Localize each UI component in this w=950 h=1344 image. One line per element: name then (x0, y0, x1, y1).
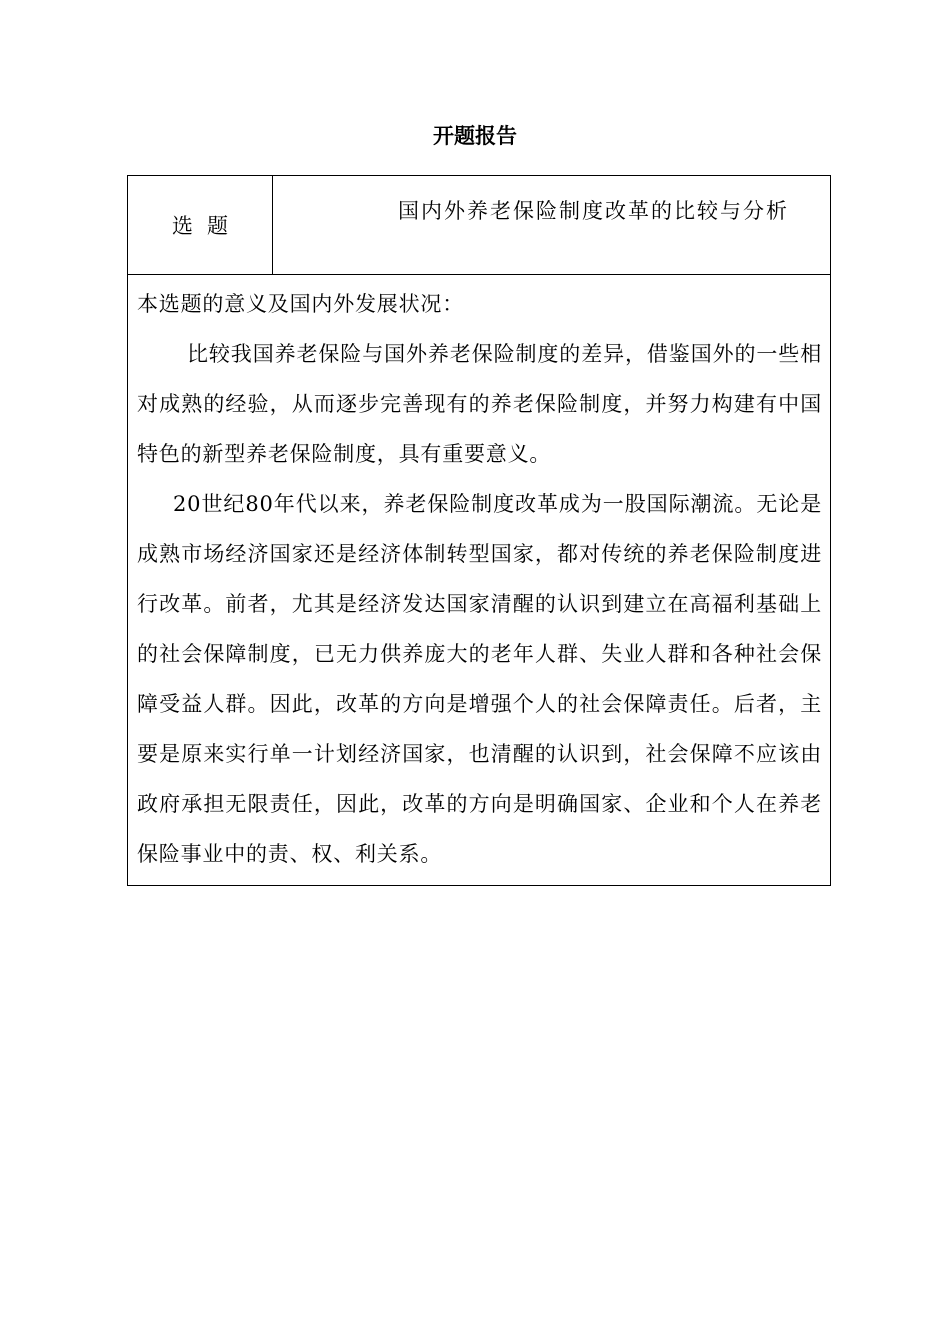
content-cell (128, 275, 831, 886)
paragraph: 20世纪80年代以来，养老保险制度改革成为一股国际潮流。无论是成熟市场经济国家还是经济体制转型国家，都对传统的养老保险制度进行改革。前者，尤其是经济发达国家清醒的认识到建立在高福利基础上的社会保障制度，已无力供养庞大的老年人群、失业人群和各种社会保障受益人群。因此，改革的方向是增强个人的社会保障责任。后者，主要是原来实行单一计划经济国家，也清醒的认识到，社会保障不应该由政府承担无限责任，因此，改革的方向是明确国家、企业和个人在养老保险事业中的责、权、利关系。 (137, 492, 822, 866)
section-heading: 本选题的意义及国内外发展状况： (137, 292, 464, 316)
paragraph: 比较我国养老保险与国外养老保险制度的差异，借鉴国外的一些相对成熟的经验，从而逐步完善现有的养老保险制度，并努力构建有中国特色的新型养老保险制度，具有重要意义。 (137, 342, 822, 466)
content-row (128, 275, 831, 886)
topic-label: 选题 (128, 176, 273, 275)
topic-row (128, 176, 831, 275)
report-table (127, 175, 831, 886)
topic-value: 国内外养老保险制度改革的比较与分析 (273, 176, 831, 275)
page-title: 开题报告 (433, 124, 517, 148)
